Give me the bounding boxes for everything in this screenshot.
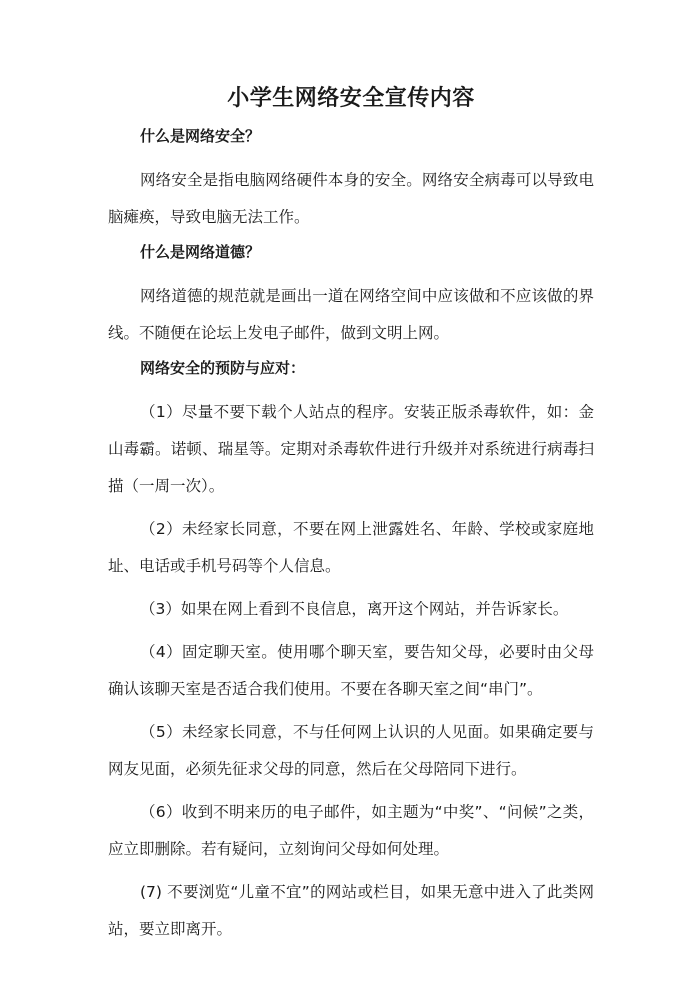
list-item: (7) 不要浏览“儿童不宜”的网站或栏目，如果无意中进入了此类网站，要立即离开。 <box>108 883 594 938</box>
list-item: （6）收到不明来历的电子邮件，如主题为“中奖”、“问候”之类，应立即删除。若有疑问，立刻询问父母如何处理。 <box>108 803 594 858</box>
section-heading-what-is-ethics: 什么是网络道德？ <box>140 243 261 261</box>
list-item: （1）尽量不要下载个人站点的程序。安装正版杀毒软件，如：金山毒霸。诺顿、瑞星等。定期对杀毒软件进行升级并对系统进行病毒扫描（一周一次）。 <box>108 403 594 495</box>
paragraph: 网络道德的规范就是画出一道在网络空间中应该做和不应该做的界线。不随便在论坛上发电子邮件，做到文明上网。 <box>108 287 594 342</box>
document-title: 小学生网络安全宣传内容 <box>227 86 475 111</box>
paragraph: 网络安全是指电脑网络硬件本身的安全。网络安全病毒可以导致电脑瘫痪，导致电脑无法工作。 <box>108 171 594 226</box>
section-heading-what-is-security: 什么是网络安全？ <box>140 127 261 145</box>
list-item: （5）未经家长同意，不与任何网上认识的人见面。如果确定要与网友见面，必须先征求父母的同意，然后在父母陪同下进行。 <box>108 723 594 778</box>
document-body <box>108 84 594 954</box>
list-item: （3）如果在网上看到不良信息，离开这个网站，并告诉家长。 <box>140 600 569 618</box>
list-item: （2）未经家长同意，不要在网上泄露姓名、年龄、学校或家庭地址、电话或手机号码等个人信息。 <box>108 520 594 575</box>
list-item: （4）固定聊天室。使用哪个聊天室，要告知父母，必要时由父母确认该聊天室是否适合我们使用。不要在各聊天室之间“串门”。 <box>108 643 594 698</box>
section-heading-prevention: 网络安全的预防与应对： <box>140 359 306 377</box>
